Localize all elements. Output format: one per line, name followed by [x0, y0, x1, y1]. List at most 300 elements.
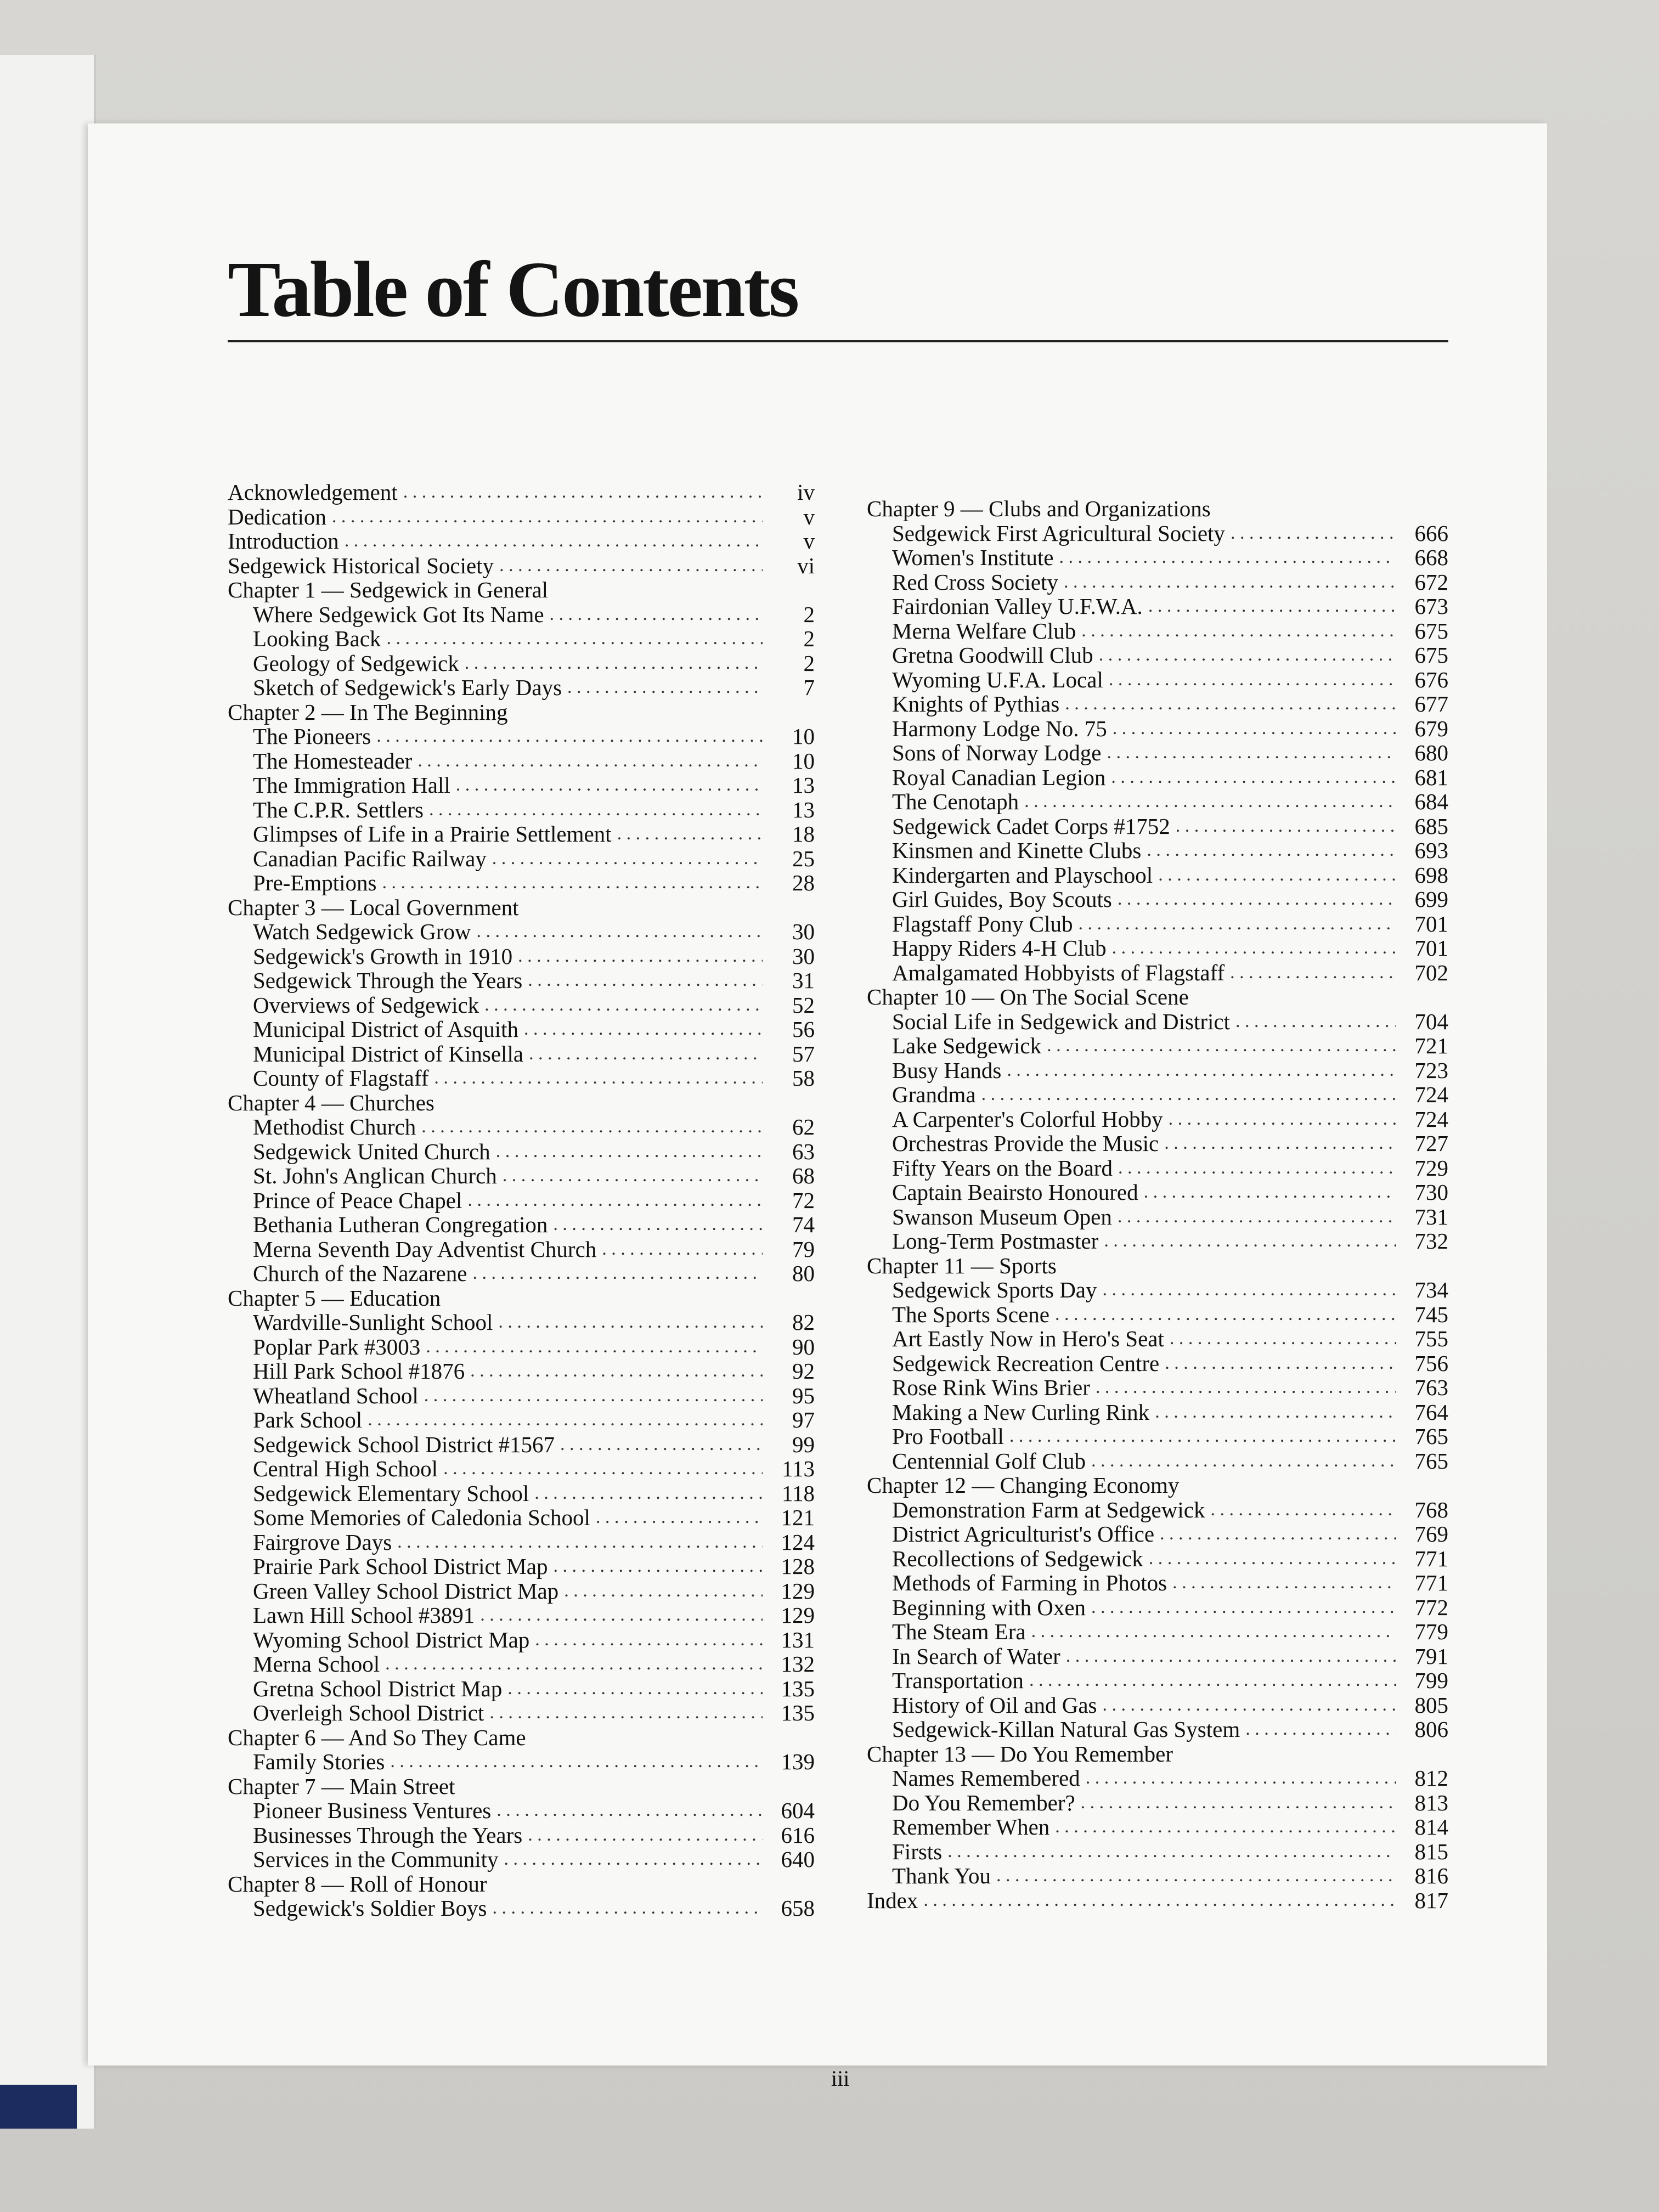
dot-leader [1158, 863, 1396, 888]
toc-entry [867, 1180, 1448, 1205]
toc-chapter-heading [228, 895, 815, 920]
toc-entry-page: 677 [1414, 691, 1448, 716]
dot-leader [1091, 1595, 1396, 1620]
dot-leader [467, 1188, 763, 1213]
toc-entry-title: Sedgewick First Agricultural Society [892, 520, 1225, 546]
dot-leader [1024, 789, 1396, 814]
toc-entry-page: 701 [1414, 935, 1448, 961]
dot-leader [1055, 1815, 1396, 1839]
toc-entry [228, 1335, 815, 1359]
toc-entry-page: iv [797, 479, 815, 505]
toc-entry [228, 675, 815, 700]
toc-entry-page: 57 [792, 1041, 815, 1066]
toc-entry-page: 814 [1414, 1814, 1448, 1839]
toc-entry-title: Central High School [253, 1456, 438, 1481]
toc-entry-title: Chapter 5 — Education [228, 1285, 441, 1311]
toc-entry [867, 1547, 1448, 1571]
toc-entry [228, 1603, 815, 1628]
toc-entry [228, 847, 815, 871]
toc-entry-title: Social Life in Sedgewick and District [892, 1008, 1230, 1034]
toc-entry [867, 716, 1448, 741]
toc-entry-page: 99 [792, 1431, 815, 1457]
toc-entry [867, 1107, 1448, 1132]
toc-entry-title: Hill Park School #1876 [253, 1358, 465, 1384]
toc-entry [867, 1058, 1448, 1083]
dot-leader [529, 1042, 763, 1066]
toc-entry-page: 28 [792, 870, 815, 895]
toc-entry-page: 79 [792, 1236, 815, 1262]
toc-entry [867, 1229, 1448, 1254]
dot-leader [1155, 1400, 1396, 1425]
dot-leader [528, 968, 763, 993]
toc-entry-title: Wardville-Sunlight School [253, 1310, 493, 1335]
dot-leader [456, 773, 763, 798]
dot-leader [498, 1310, 763, 1335]
dot-leader [1099, 643, 1396, 668]
toc-entry-page: 756 [1414, 1350, 1448, 1376]
dot-leader [382, 871, 763, 895]
toc-entry-title: Methodist Church [253, 1114, 416, 1139]
dot-leader [492, 1896, 763, 1921]
toc-entry-page: 97 [792, 1407, 815, 1432]
toc-entry-page: 768 [1414, 1497, 1448, 1522]
toc-entry-title: Kinsmen and Kinette Clubs [892, 838, 1142, 863]
toc-entry-title: Captain Beairsto Honoured [892, 1180, 1138, 1205]
dot-leader [472, 1261, 763, 1286]
toc-entry-page: 673 [1414, 594, 1448, 619]
dot-leader [947, 1839, 1396, 1864]
toc-chapter-heading [867, 1473, 1448, 1498]
dot-leader [426, 1335, 763, 1359]
toc-entry [867, 1693, 1448, 1718]
toc-entry [228, 724, 815, 749]
dot-leader [553, 1554, 763, 1579]
toc-entry-page: 18 [792, 821, 815, 847]
dot-leader [996, 1864, 1396, 1888]
toc-entry [228, 798, 815, 822]
toc-entry [228, 1457, 815, 1481]
toc-entry-page: 817 [1414, 1887, 1448, 1913]
toc-entry [867, 765, 1448, 790]
toc-entry-title: Where Sedgewick Got Its Name [253, 601, 544, 627]
toc-entry-title: Sedgewick United Church [253, 1138, 490, 1164]
toc-entry-page: 698 [1414, 862, 1448, 888]
toc-chapter-heading [228, 578, 815, 602]
toc-entry-title: Some Memories of Caledonia School [253, 1505, 590, 1530]
toc-entry [228, 1237, 815, 1262]
toc-entry-page: 769 [1414, 1521, 1448, 1547]
toc-entry [867, 1668, 1448, 1693]
dot-leader [1113, 716, 1396, 741]
dot-leader [465, 651, 763, 676]
dot-leader [1165, 1351, 1396, 1376]
toc-entry-page: 13 [792, 772, 815, 798]
toc-entry-page: 90 [792, 1334, 815, 1359]
toc-entry [228, 1384, 815, 1408]
toc-entry [867, 1839, 1448, 1864]
toc-entry-page: 672 [1414, 569, 1448, 595]
dot-leader [1104, 1229, 1396, 1254]
toc-entry [867, 1351, 1448, 1376]
dot-leader [1210, 1498, 1396, 1522]
toc-entry [228, 773, 815, 798]
dot-leader [1059, 545, 1396, 570]
toc-entry-page: 72 [792, 1187, 815, 1213]
toc-entry [228, 627, 815, 651]
dot-leader [332, 505, 763, 529]
toc-entry-page: 56 [792, 1017, 815, 1042]
toc-entry [228, 1359, 815, 1384]
toc-entry-page: 58 [792, 1065, 815, 1091]
toc-entry-page: 121 [781, 1505, 815, 1530]
toc-entry-page: 771 [1414, 1570, 1448, 1595]
dot-leader [1091, 1449, 1396, 1474]
toc-entry-title: Rose Rink Wins Brier [892, 1375, 1090, 1400]
toc-entry-page: 765 [1414, 1448, 1448, 1474]
toc-entry [228, 480, 815, 505]
toc-entry-title: Amalgamated Hobbyists of Flagstaff [892, 960, 1225, 985]
toc-entry-page: 82 [792, 1310, 815, 1335]
toc-entry [867, 1375, 1448, 1400]
dot-leader [602, 1237, 763, 1262]
toc-entry [228, 651, 815, 676]
toc-entry-title: Knights of Pythias [892, 691, 1060, 716]
dot-leader [1009, 1424, 1396, 1449]
dot-leader [1047, 1034, 1396, 1058]
toc-entry-title: Remember When [892, 1814, 1050, 1839]
toc-entry-title: Looking Back [253, 626, 381, 651]
dot-leader [535, 1628, 763, 1652]
toc-entry [228, 554, 815, 578]
toc-entry-page: 699 [1414, 887, 1448, 912]
toc-entry-title: Girl Guides, Boy Scouts [892, 887, 1112, 912]
toc-entry-title: Chapter 12 — Changing Economy [867, 1472, 1180, 1498]
toc-entry-title: Flagstaff Pony Club [892, 911, 1073, 936]
toc-entry-page: 812 [1414, 1765, 1448, 1791]
toc-entry-title: Happy Riders 4-H Club [892, 935, 1107, 961]
toc-entry-page: 129 [781, 1602, 815, 1628]
toc-entry [867, 912, 1448, 936]
toc-entry [867, 1864, 1448, 1888]
toc-entry-title: Sedgewick's Growth in 1910 [253, 943, 513, 969]
toc-entry-page: 729 [1414, 1155, 1448, 1181]
toc-entry-title: Sedgewick Recreation Centre [892, 1350, 1160, 1376]
toc-entry-title: Methods of Farming in Photos [892, 1570, 1167, 1595]
dot-leader [1111, 765, 1396, 790]
toc-entry-title: Merna Seventh Day Adventist Church [253, 1236, 597, 1262]
toc-entry [867, 1595, 1448, 1620]
toc-entry-title: Chapter 1 — Sedgewick in General [228, 577, 549, 602]
dot-leader [368, 1408, 763, 1432]
toc-entry-page: 765 [1414, 1424, 1448, 1449]
book-cover-corner [0, 2085, 77, 2129]
toc-entry-page: 62 [792, 1114, 815, 1139]
toc-entry-title: Making a New Curling Rink [892, 1399, 1150, 1425]
toc-entry-page: 791 [1414, 1643, 1448, 1669]
dot-leader [518, 944, 763, 969]
dot-leader [1081, 619, 1396, 644]
toc-entry-title: In Search of Water [892, 1643, 1060, 1669]
toc-entry-page: 806 [1414, 1717, 1448, 1742]
toc-entry-title: Acknowledgement [228, 479, 398, 505]
toc-entry-title: Fairdonian Valley U.F.W.A. [892, 594, 1143, 619]
toc-entry-page: 2 [803, 626, 815, 651]
toc-entry-title: Firsts [892, 1838, 943, 1864]
dot-leader [1081, 1791, 1396, 1815]
toc-entry-page: 2 [803, 650, 815, 676]
toc-entry [228, 1164, 815, 1188]
toc-entry [228, 1554, 815, 1579]
toc-entry-page: 31 [792, 968, 815, 993]
toc-entry-page: 10 [792, 724, 815, 749]
toc-entry-page: 68 [792, 1163, 815, 1188]
toc-entry-title: Glimpses of Life in a Prairie Settlement [253, 821, 612, 847]
toc-entry-title: Centennial Golf Club [892, 1448, 1086, 1474]
toc-chapter-heading [228, 1286, 815, 1311]
toc-entry [867, 741, 1448, 765]
toc-entry-page: 129 [781, 1578, 815, 1604]
toc-entry-title: A Carpenter's Colorful Hobby [892, 1106, 1163, 1132]
toc-entry-title: Chapter 9 — Clubs and Organizations [867, 496, 1211, 521]
toc-entry-page: 799 [1414, 1668, 1448, 1693]
dot-leader [1172, 1571, 1396, 1595]
toc-entry [867, 1815, 1448, 1839]
toc-chapter-heading [228, 1091, 815, 1115]
dot-leader [434, 1066, 763, 1091]
toc-entry-title: Royal Canadian Legion [892, 764, 1106, 790]
dot-leader [1170, 1327, 1396, 1351]
toc-entry [228, 1188, 815, 1213]
toc-entry [867, 1278, 1448, 1302]
toc-entry-title: The Homesteader [253, 748, 413, 774]
toc-entry-page: 685 [1414, 813, 1448, 839]
toc-entry [228, 1652, 815, 1677]
toc-entry-page: 675 [1414, 642, 1448, 668]
toc-entry-page: 135 [781, 1700, 815, 1725]
toc-entry-page: 680 [1414, 740, 1448, 765]
toc-entry-page: 640 [781, 1847, 815, 1872]
toc-entry [867, 1522, 1448, 1547]
dot-leader [1031, 1620, 1396, 1644]
dot-leader [1103, 1278, 1396, 1302]
toc-entry-title: Demonstration Farm at Sedgewick [892, 1497, 1205, 1522]
dot-leader [1079, 912, 1396, 936]
toc-entry [228, 944, 815, 969]
toc-entry-title: District Agriculturist's Office [892, 1521, 1155, 1547]
toc-entry [228, 993, 815, 1018]
toc-entry [867, 521, 1448, 546]
dot-leader [476, 919, 763, 944]
dot-leader [534, 1481, 763, 1506]
toc-entry-title: Chapter 4 — Churches [228, 1090, 435, 1115]
toc-entry [867, 545, 1448, 570]
toc-entry [867, 1082, 1448, 1107]
dot-leader [524, 1017, 763, 1042]
dot-leader [1066, 1644, 1396, 1669]
toc-entry-title: Prairie Park School District Map [253, 1554, 548, 1579]
dot-leader [503, 1164, 763, 1188]
toc-entry-page: 681 [1414, 764, 1448, 790]
toc-entry-page: 80 [792, 1261, 815, 1286]
toc-entry [867, 594, 1448, 619]
toc-entry-title: Wyoming School District Map [253, 1627, 530, 1652]
toc-entry-page: 13 [792, 797, 815, 822]
toc-entry [228, 1847, 815, 1872]
book-page [88, 123, 1547, 2091]
toc-entry [228, 1066, 815, 1091]
toc-entry-title: Bethania Lutheran Congregation [253, 1212, 548, 1237]
toc-entry [228, 1579, 815, 1604]
toc-entry-title: Red Cross Society [892, 569, 1058, 595]
toc-entry [228, 1896, 815, 1921]
toc-entry [228, 1212, 815, 1237]
toc-entry-page: 74 [792, 1212, 815, 1237]
dot-leader [492, 847, 763, 871]
dot-leader [390, 1750, 763, 1774]
dot-leader [981, 1082, 1396, 1107]
toc-entry [867, 1644, 1448, 1669]
toc-entry-title: Women's Institute [892, 545, 1054, 570]
toc-entry [867, 961, 1448, 985]
dot-leader [403, 480, 763, 505]
toc-entry-page: 139 [781, 1749, 815, 1774]
toc-entry-title: Sedgewick Historical Society [228, 552, 494, 578]
toc-entry-page: 25 [792, 845, 815, 871]
dot-leader [1144, 1180, 1396, 1205]
toc-entry-page: 684 [1414, 789, 1448, 814]
dot-leader [1096, 1375, 1396, 1400]
page-number: iii [831, 2066, 850, 2091]
toc-entry [228, 749, 815, 774]
dot-leader [550, 602, 763, 627]
toc-entry-page: 113 [782, 1456, 815, 1481]
toc-entry-title: Fifty Years on the Board [892, 1155, 1113, 1181]
toc-entry-page: 771 [1414, 1545, 1448, 1571]
toc-entry [228, 871, 815, 895]
dot-leader [1112, 936, 1396, 961]
toc-entry [867, 692, 1448, 716]
toc-entry-title: Pre-Emptions [253, 870, 377, 895]
dot-leader [1109, 668, 1396, 692]
toc-entry-title: Chapter 6 — And So They Came [228, 1724, 526, 1750]
toc-entry-title: Swanson Museum Open [892, 1204, 1112, 1229]
toc-entry-page: 135 [781, 1675, 815, 1701]
dot-leader [504, 1847, 763, 1872]
dot-leader [560, 1432, 763, 1457]
dot-leader [596, 1505, 763, 1530]
book-cover-edge [0, 55, 95, 2129]
toc-entry [867, 1571, 1448, 1595]
toc-entry [228, 1481, 815, 1506]
dot-leader [1245, 1717, 1396, 1742]
toc-entry-title: Sedgewick Cadet Corps #1752 [892, 813, 1170, 839]
toc-entry-page: 63 [792, 1138, 815, 1164]
toc-entry [867, 1009, 1448, 1034]
dot-leader [417, 749, 763, 774]
dot-leader [443, 1457, 763, 1481]
toc-entry [867, 1717, 1448, 1742]
toc-entry [228, 968, 815, 993]
toc-entry [867, 838, 1448, 863]
toc-entry-title: Lawn Hill School #3891 [253, 1602, 475, 1628]
toc-entry [867, 936, 1448, 961]
toc-left-column [228, 480, 815, 1921]
toc-entry-title: Municipal District of Kinsella [253, 1041, 524, 1066]
toc-chapter-heading [867, 1742, 1448, 1767]
toc-entry-title: The Pioneers [253, 724, 371, 749]
toc-entry-page: 763 [1414, 1375, 1448, 1400]
toc-entry-title: Kindergarten and Playschool [892, 862, 1153, 888]
toc-entry-title: Chapter 3 — Local Government [228, 894, 519, 920]
toc-entry-page: 95 [792, 1383, 815, 1408]
dot-leader [1235, 1009, 1396, 1034]
toc-entry-page: 679 [1414, 715, 1448, 741]
toc-entry-title: Prince of Peace Chapel [253, 1187, 462, 1213]
dot-leader [484, 993, 763, 1018]
dot-leader [424, 1384, 763, 1408]
dot-leader [1149, 1547, 1396, 1571]
toc-entry [867, 1888, 1448, 1913]
toc-entry [228, 1701, 815, 1725]
toc-entry-page: 52 [792, 992, 815, 1018]
toc-entry-page: 118 [782, 1480, 815, 1506]
toc-chapter-heading [228, 700, 815, 725]
toc-entry-page: 730 [1414, 1180, 1448, 1205]
toc-entry [228, 1408, 815, 1432]
toc-entry [867, 1400, 1448, 1425]
toc-entry-page: 724 [1414, 1106, 1448, 1132]
toc-chapter-heading [228, 1725, 815, 1750]
toc-entry [867, 570, 1448, 595]
toc-entry-page: 604 [781, 1798, 815, 1823]
toc-right-column [867, 496, 1448, 1912]
toc-entry [867, 1327, 1448, 1351]
toc-chapter-heading [228, 1872, 815, 1897]
dot-leader [499, 554, 763, 578]
toc-entry-title: Dedication [228, 504, 326, 529]
toc-entry-title: Lake Sedgewick [892, 1033, 1042, 1058]
toc-entry-title: Sketch of Sedgewick's Early Days [253, 675, 562, 700]
dot-leader [1160, 1522, 1396, 1547]
toc-entry [867, 814, 1448, 839]
toc-entry-title: The Sports Scene [892, 1301, 1049, 1327]
toc-entry-title: Index [867, 1887, 918, 1913]
toc-entry-title: Geology of Sedgewick [253, 650, 459, 676]
toc-entry-title: Chapter 10 — On The Social Scene [867, 984, 1189, 1009]
toc-entry-title: Services in the Community [253, 1847, 499, 1872]
toc-entry-title: Wheatland School [253, 1383, 419, 1408]
toc-entry-page: 805 [1414, 1692, 1448, 1718]
toc-entry-page: 764 [1414, 1399, 1448, 1425]
dot-leader [1231, 521, 1396, 546]
toc-entry-page: 816 [1414, 1863, 1448, 1888]
dot-leader [1065, 692, 1396, 716]
toc-entry-title: Church of the Nazarene [253, 1261, 467, 1286]
toc-entry-page: 704 [1414, 1008, 1448, 1034]
toc-entry-page: 772 [1414, 1594, 1448, 1620]
toc-entry-page: 693 [1414, 838, 1448, 863]
toc-entry-page: 701 [1414, 911, 1448, 936]
toc-entry-title: Chapter 13 — Do You Remember [867, 1741, 1173, 1767]
toc-chapter-heading [228, 1774, 815, 1799]
toc-entry [867, 1156, 1448, 1181]
toc-entry-title: Overviews of Sedgewick [253, 992, 479, 1018]
dot-leader [386, 627, 763, 651]
toc-entry-title: Fairgrove Days [253, 1529, 392, 1555]
toc-entry-page: 779 [1414, 1619, 1448, 1644]
dot-leader [507, 1677, 763, 1701]
toc-entry-title: Art Eastly Now in Hero's Seat [892, 1326, 1164, 1351]
